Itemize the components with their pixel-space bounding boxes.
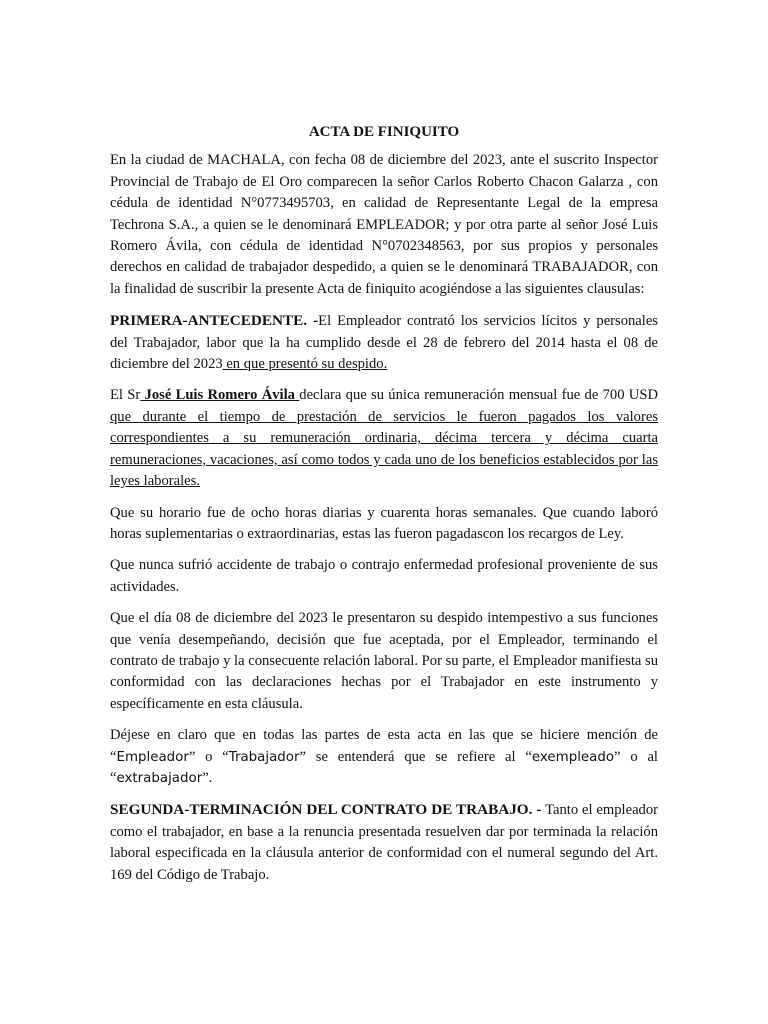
clause-primera-text-underlined: en que presentó su despido. <box>222 356 388 373</box>
remuneracion-prefix: El Sr <box>110 387 141 404</box>
remuneracion-text-underlined: que durante el tiempo de prestación de servicios le fueron pagados los valores correspondientes a su remuneración ordinaria, décima tercera y décima cuarta remuneraciones, vacaciones, así como todos y cada uno de los beneficios establecidos por las leyes laborales. <box>110 408 658 490</box>
clause-segunda-paragraph <box>110 799 658 886</box>
remuneracion-text: declara que su única remuneración mensual fue de 700 USD <box>299 387 658 404</box>
document-title: ACTA DE FINIQUITO <box>308 124 460 140</box>
clause-segunda-label: SEGUNDA-TERMINACIÓN DEL CONTRATO DE TRABAJO. - <box>110 801 542 819</box>
accidente-paragraph: Que nunca sufrió accidente de trabajo o contrajo enfermedad profesional proveniente de sus actividades. <box>110 557 658 595</box>
clause-primera-text: El Empleador contrató los servicios lícitos y personales del Trabajador, labor que la ha cumplido desde el 28 de febrero del 2014 hasta el 08 de diciembre del 2023 <box>110 313 658 373</box>
remuneracion-paragraph <box>110 385 658 492</box>
clause-segunda-text: Tanto el empleador como el trabajador, en base a la renuncia presentada resuelven dar por terminada la relación laboral especificada en la cláusula anterior de conformidad con el numeral segundo del Art. 169 del Código de Trabajo. <box>110 802 658 883</box>
term-extrabajador: extrabajador <box>116 770 203 786</box>
definiciones-text: ” o al “ <box>110 748 658 786</box>
term-empleador: Empleador <box>116 749 189 765</box>
definiciones-text: ” o “ <box>188 748 229 765</box>
definiciones-paragraph <box>110 725 658 789</box>
document-body <box>110 122 658 896</box>
worker-name: José Luis Romero Ávila <box>140 387 300 404</box>
clause-primera-paragraph <box>110 310 658 375</box>
definiciones-text: Déjese en claro que en todas las partes de esta acta en las que se hiciere mención de “ <box>110 727 658 765</box>
definiciones-text: ” se entenderá que se refiere al “ <box>299 748 532 765</box>
clause-primera-label: PRIMERA-ANTECEDENTE. - <box>110 312 319 330</box>
horario-paragraph: Que su horario fue de ocho horas diarias y cuarenta horas semanales. Que cuando laboró horas suplementarias o extraordinarias, estas las fueron pagadascon los recargos de Ley. <box>110 504 658 542</box>
term-exempleado: exempleado <box>531 749 615 765</box>
despido-paragraph: Que el día 08 de diciembre del 2023 le presentaron su despido intempestivo a sus funciones que venía desempeñando, decisión que fue aceptada, por el Empleador, terminando el contrato de trabajo y la consecuente relación laboral. Por su parte, el Empleador manifiesta su conformidad con las declaraciones hechas por el Trabajador en este instrumento y específicamente en esta cláusula. <box>110 610 658 712</box>
intro-paragraph: En la ciudad de MACHALA, con fecha 08 de diciembre del 2023, ante el suscrito Inspector Provincial de Trabajo de El Oro comparecen la señor Carlos Roberto Chacon Galarza , con cédula de identidad N°0773495703, en calidad de Representante Legal de la empresa Techrona S.A., a quien se le denominará EMPLEADOR; y por otra parte al señor José Luis Romero Ávila, con cédula de identidad N°0702348563, por sus propios y personales derechos en calidad de trabajador despedido, a quien se le denominará TRABAJADOR, con la finalidad de suscribir la presente Acta de finiquito acogiéndose a las siguientes clausulas: <box>110 152 658 297</box>
term-trabajador: Trabajador <box>228 749 300 765</box>
definiciones-text: ”. <box>202 769 213 786</box>
